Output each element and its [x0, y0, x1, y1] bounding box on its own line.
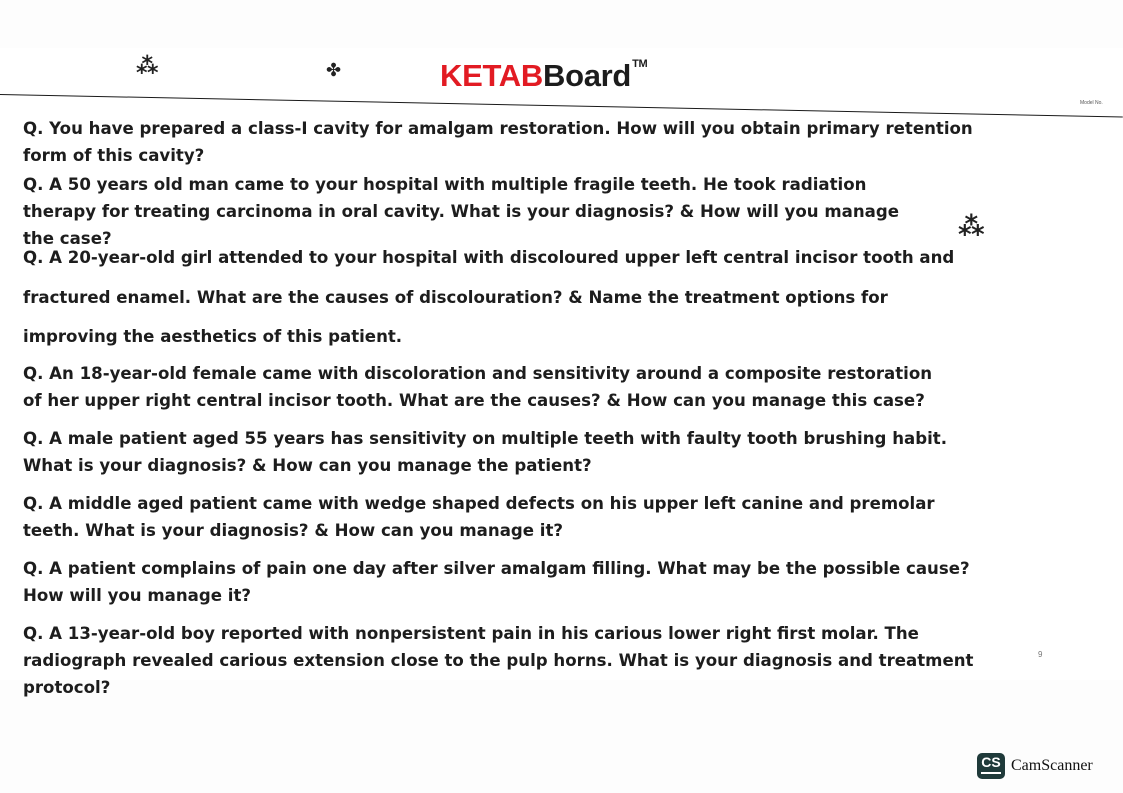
scan-smudge-center: ✤ — [326, 60, 341, 81]
question-2: Q. A 50 years old man came to your hospital with multiple fragile teeth. He took radiation therapy for treating carcinoma in oral cavity. What is your diagnosis? & How will you manage the case? — [23, 175, 899, 248]
model-no-mark: Model No. — [1080, 100, 1103, 106]
camscanner-icon-text: CS — [981, 754, 1001, 770]
logo-trademark: TM — [632, 58, 648, 70]
question-3: Q. A 20-year-old girl attended to your hospital with discoloured upper left central incisor tooth and fractured enamel. What are the causes of discolouration? & Name the treatment options for improving the aesthetics of this patient. — [23, 248, 955, 346]
camscanner-watermark — [977, 752, 1093, 780]
question-7: Q. A patient complains of pain one day after silver amalgam filling. What may be the possible cause? How will you manage it? — [23, 559, 970, 605]
camscanner-icon — [977, 753, 1005, 779]
scan-smudge-right: ⁂ — [958, 212, 984, 242]
question-6: Q. A middle aged patient came with wedge shaped defects on his upper left canine and premolar teeth. What is your diagnosis? & How can you manage it? — [23, 494, 935, 540]
logo-dark-text: Board — [542, 58, 632, 93]
question-5: Q. A male patient aged 55 years has sensitivity on multiple teeth with faulty tooth brushing habit. What is your diagnosis? & How can you manage the patient? — [23, 429, 948, 475]
question-8: Q. A 13-year-old boy reported with nonpersistent pain in his carious lower right first molar. The radiograph revealed carious extension close to the pulp horns. What is your diagnosis and treatment protocol? — [23, 624, 974, 697]
question-4: Q. An 18-year-old female came with discoloration and sensitivity around a composite restoration of her upper right central incisor tooth. What are the causes? & How can you manage this case? — [23, 364, 933, 410]
ketabboard-logo — [440, 58, 647, 98]
page-number: 9 — [1038, 650, 1043, 659]
logo-red-text: KETAB — [440, 58, 543, 93]
question-1: Q. You have prepared a class-I cavity for amalgam restoration. How will you obtain primary retention form of this cavity? — [23, 119, 973, 165]
scan-smudge-left: ⁂ — [136, 54, 158, 79]
camscanner-label: CamScanner — [1011, 757, 1093, 774]
